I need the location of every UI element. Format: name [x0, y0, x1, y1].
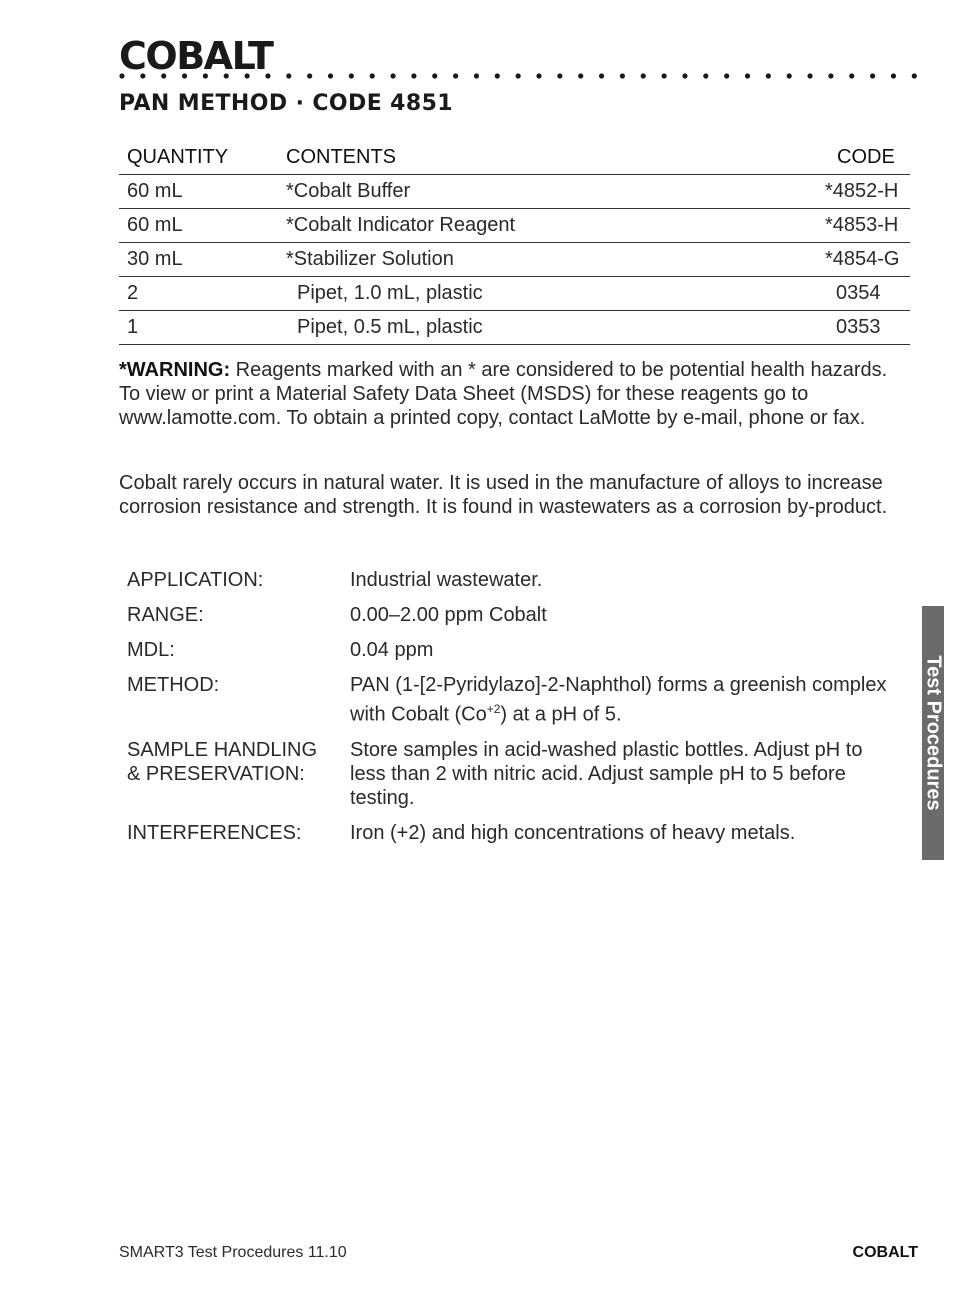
code-header: CODE	[757, 140, 910, 175]
table-row	[119, 311, 910, 345]
method-text-end: ) at a pH of 5.	[500, 703, 622, 726]
warning-paragraph	[119, 358, 899, 430]
interferences-label: INTERFERENCES:	[127, 821, 302, 844]
warning-text: Reagents marked with an * are considered to be potential health hazards. To view or print a Material Safety Data Sheet (MSDS) for these reagents go to www.lamotte.com. To obtain a printed copy, contact LaMotte by e-mail, phone or fax.	[119, 359, 888, 429]
footer-document-title: SMART3 Test Procedures 11.10	[119, 1244, 347, 1261]
quantity-cell: 1	[119, 311, 286, 345]
table-header-row	[119, 140, 910, 175]
contents-cell: *Cobalt Indicator Reagent	[286, 209, 757, 243]
code-cell: *4854-G	[757, 243, 910, 277]
range-label: RANGE:	[127, 604, 204, 626]
quantity-cell: 60 mL	[119, 209, 286, 243]
method-text: PAN (1-[2-Pyridylazo]-2-Naphthol) forms a greenish complex with Cobalt (Co	[350, 674, 887, 726]
section-side-tab	[922, 606, 944, 860]
sample-handling-label	[127, 738, 350, 821]
contents-cell: Pipet, 0.5 mL, plastic	[286, 311, 757, 345]
spec-row-range	[127, 603, 897, 638]
charge-superscript: +2	[486, 702, 501, 716]
application-label: APPLICATION:	[127, 569, 264, 591]
intro-paragraph: Cobalt rarely occurs in natural water. It is used in the manufacture of alloys to increase corrosion resistance and strength. It is found in wastewaters as a corrosion by-product.	[119, 472, 888, 518]
range-value: 0.00–2.00 ppm Cobalt	[350, 604, 547, 626]
footer-section-name: COBALT	[852, 1244, 918, 1261]
method-value	[350, 673, 897, 738]
contents-cell: *Cobalt Buffer	[286, 175, 757, 209]
spec-row-interferences	[127, 821, 897, 856]
sample-handling-label-line2: & PRESERVATION:	[127, 762, 305, 785]
side-tab-label: Test Procedures	[922, 655, 945, 811]
contents-cell: Pipet, 1.0 mL, plastic	[286, 277, 757, 311]
sample-handling-label-line1: SAMPLE HANDLING	[127, 738, 318, 761]
dotted-divider	[119, 70, 919, 82]
code-cell: 0353	[757, 311, 910, 345]
mdl-value: 0.04 ppm	[350, 639, 434, 661]
contents-header: CONTENTS	[286, 140, 757, 175]
code-cell: *4853-H	[757, 209, 910, 243]
contents-cell: *Stabilizer Solution	[286, 243, 757, 277]
table-row	[119, 209, 910, 243]
table-row	[119, 277, 910, 311]
spec-row-method	[127, 673, 897, 738]
quantity-cell: 2	[119, 277, 286, 311]
spec-table	[127, 568, 897, 856]
spec-row-sample-handling	[127, 738, 897, 821]
quantity-cell: 60 mL	[119, 175, 286, 209]
method-label: METHOD:	[127, 674, 220, 696]
contents-table	[119, 140, 910, 345]
interferences-value: Iron (+2) and high concentrations of heavy metals.	[350, 821, 796, 844]
spec-row-mdl	[127, 638, 897, 673]
sample-handling-value: Store samples in acid-washed plastic bottles. Adjust pH to less than 2 with nitric acid. Adjust sample pH to 5 before testing.	[350, 738, 863, 809]
mdl-label: MDL:	[127, 639, 175, 661]
application-value: Industrial wastewater.	[350, 569, 543, 591]
code-cell: 0354	[757, 277, 910, 311]
warning-label: *WARNING:	[119, 359, 231, 381]
table-row	[119, 175, 910, 209]
code-cell: *4852-H	[757, 175, 910, 209]
quantity-cell: 30 mL	[119, 243, 286, 277]
spec-row-application	[127, 568, 897, 603]
quantity-header: QUANTITY	[119, 140, 286, 175]
page-title: COBALT	[119, 34, 273, 78]
method-subtitle: PAN METHOD · CODE 4851	[119, 91, 454, 116]
table-row	[119, 243, 910, 277]
